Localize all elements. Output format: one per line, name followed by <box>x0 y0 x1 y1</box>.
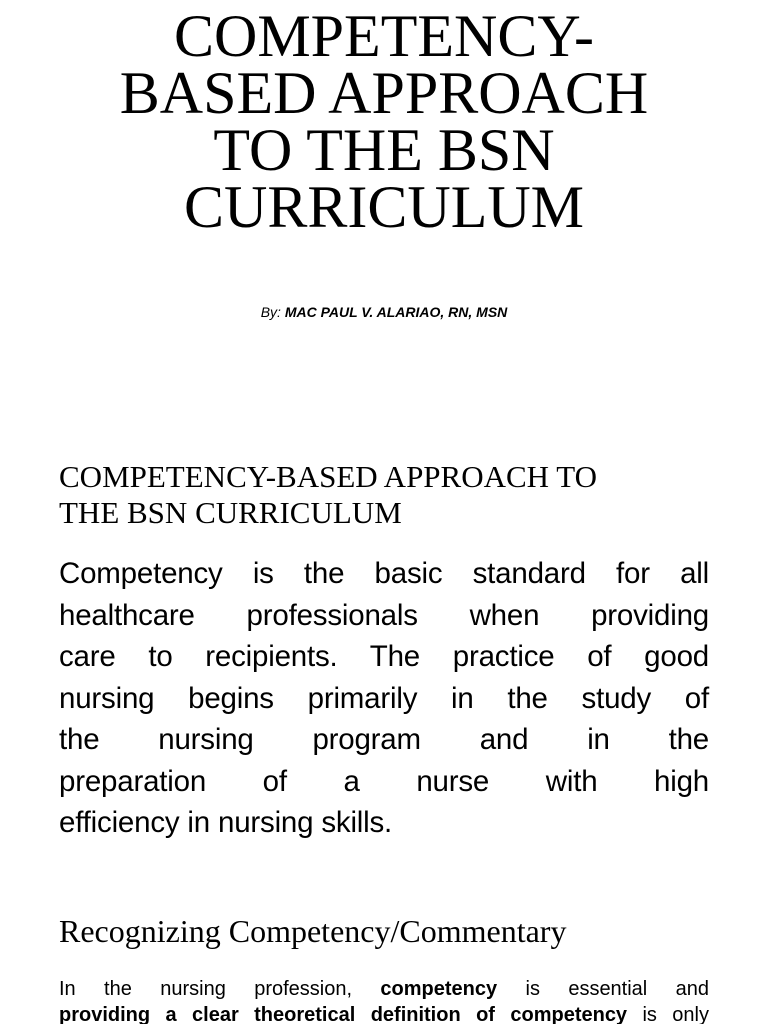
author-name: MAC PAUL V. ALARIAO, RN, MSN <box>284 304 508 320</box>
section-heading-line: COMPETENCY-BASED APPROACH TO <box>59 459 598 494</box>
title-line: CURRICULUM <box>183 174 585 240</box>
competency-paragraph <box>59 553 709 844</box>
bold-term: competency <box>380 978 498 1000</box>
title-line: COMPETENCY- <box>173 3 595 69</box>
text-run: is essential and <box>497 978 709 1000</box>
text-run: In the nursing profession, <box>59 978 381 1000</box>
section-heading-line: THE BSN CURRICULUM <box>59 495 402 530</box>
author-byline <box>0 303 768 321</box>
text-run: is only <box>627 1004 709 1024</box>
paragraph-line <box>59 1002 709 1024</box>
paragraph-line: healthcare professionals when providing <box>59 598 709 632</box>
title-line: BASED APPROACH <box>119 60 649 126</box>
paragraph-line: Competency is the basic standard for all <box>59 557 709 590</box>
paragraph-line <box>59 976 709 1002</box>
paragraph-line: the nursing program and in the <box>59 723 709 756</box>
paragraph-line: care to recipients. The practice of good <box>59 640 709 673</box>
paragraph-line: efficiency in nursing skills. <box>59 806 393 839</box>
title-line: TO THE BSN <box>213 117 555 183</box>
recognizing-competency-heading: Recognizing Competency/Commentary <box>59 913 567 949</box>
byline-label: By: <box>260 304 281 320</box>
bold-phrase: providing a clear theoretical definition of competency <box>59 1004 628 1024</box>
document-title <box>0 3 768 240</box>
paragraph-line: nursing begins primarily in the study of <box>59 681 709 715</box>
paragraph-line: preparation of a nurse with high <box>59 764 709 798</box>
commentary-paragraph <box>59 976 709 1024</box>
section-heading <box>59 459 719 531</box>
